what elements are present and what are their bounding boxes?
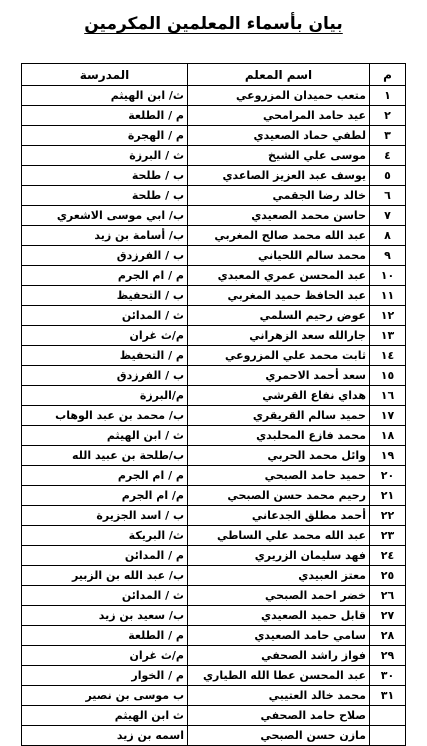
teacher-name: فواز راشد الصحفي: [188, 646, 370, 666]
row-number: ٥: [370, 166, 406, 186]
row-number: ٢١: [370, 486, 406, 506]
teacher-name: حميد حامد الصبحي: [188, 466, 370, 486]
teacher-name: مازن حسن الصبحي: [188, 726, 370, 746]
school-name: م / الخوار: [22, 666, 188, 686]
table-row: [22, 406, 406, 426]
teacher-name: هداي نفاع القرشي: [188, 386, 370, 406]
teacher-name: عبد الله محمد صالح المغربي: [188, 226, 370, 246]
row-number: ٣١: [370, 686, 406, 706]
table-row: [22, 566, 406, 586]
teacher-name: فهد سليمان الزريري: [188, 546, 370, 566]
teacher-name: عيد حامد المرامحي: [188, 106, 370, 126]
teacher-name: حاسن محمد الصعيدي: [188, 206, 370, 226]
school-name: ب/ محمد بن عبد الوهاب: [22, 406, 188, 426]
teacher-name: عبد الحافظ حميد المغربي: [188, 286, 370, 306]
teacher-name: لطفي حماد الصعيدي: [188, 126, 370, 146]
table-row: [22, 286, 406, 306]
school-name: ب/طلحة بن عبيد الله: [22, 446, 188, 466]
table-row: [22, 646, 406, 666]
row-number: ٢٧: [370, 606, 406, 626]
school-name: ث / المدائن: [22, 586, 188, 606]
school-name: ث / ابن الهيثم: [22, 426, 188, 446]
table-row: [22, 626, 406, 646]
school-name: ب / الفرزدق: [22, 246, 188, 266]
teacher-name: قابل حميد الصعيدي: [188, 606, 370, 626]
row-number: ٩: [370, 246, 406, 266]
row-number: ١٦: [370, 386, 406, 406]
table-row: [22, 146, 406, 166]
teacher-name: سعد أحمد الاحمري: [188, 366, 370, 386]
row-number: ٢٢: [370, 506, 406, 526]
table-row: [22, 486, 406, 506]
school-name: ب / الفرزدق: [22, 366, 188, 386]
school-name: ث / البرزة: [22, 146, 188, 166]
row-number: ٨: [370, 226, 406, 246]
school-name: ث/ البريكة: [22, 526, 188, 546]
row-number: [370, 706, 406, 726]
page-title: [0, 14, 427, 34]
table-header-row: [22, 64, 406, 86]
teacher-name: عبد الله محمد علي الساطي: [188, 526, 370, 546]
table-row: [22, 426, 406, 446]
teacher-name: عبد المحسن عطا الله الطياري: [188, 666, 370, 686]
table-row: [22, 186, 406, 206]
table-row: [22, 206, 406, 226]
school-name: ب / طلحة: [22, 186, 188, 206]
table-row: [22, 466, 406, 486]
table-row: [22, 686, 406, 706]
row-number: ٢٤: [370, 546, 406, 566]
teacher-name: يوسف عبد العزيز الصاعدي: [188, 166, 370, 186]
teacher-name: محمد سالم اللحياني: [188, 246, 370, 266]
row-number: ١٥: [370, 366, 406, 386]
teacher-name: أحمد مطلق الجدعاني: [188, 506, 370, 526]
row-number: ٢٦: [370, 586, 406, 606]
school-name: م / ام الجرم: [22, 266, 188, 286]
school-name: م / الهجرة: [22, 126, 188, 146]
header-num: م: [370, 64, 406, 86]
school-name: ب/ عبد الله بن الزبير: [22, 566, 188, 586]
table-row: [22, 526, 406, 546]
row-number: ٦: [370, 186, 406, 206]
teacher-name: جارالله سعد الزهراني: [188, 326, 370, 346]
teacher-name: وائل محمد الحربي: [188, 446, 370, 466]
row-number: ٧: [370, 206, 406, 226]
school-name: م/ ام الجرم: [22, 486, 188, 506]
table-row: [22, 266, 406, 286]
school-name: م / التحفيظ: [22, 346, 188, 366]
table-row: [22, 606, 406, 626]
school-name: ث ابن الهيثم: [22, 706, 188, 726]
school-name: ب/ أسامة بن زيد: [22, 226, 188, 246]
row-number: ١٢: [370, 306, 406, 326]
table-row: [22, 86, 406, 106]
teacher-name: معتز العبيدي: [188, 566, 370, 586]
school-name: ب موسى بن نصير: [22, 686, 188, 706]
table-row: [22, 106, 406, 126]
school-name: م / المدائن: [22, 546, 188, 566]
row-number: ١٩: [370, 446, 406, 466]
table-row: [22, 306, 406, 326]
table-row: [22, 366, 406, 386]
teacher-name: ثابت محمد علي المزروعي: [188, 346, 370, 366]
teacher-name: خالد رضا الجقمي: [188, 186, 370, 206]
table-row: [22, 586, 406, 606]
teacher-name: موسى علي الشيخ: [188, 146, 370, 166]
table-row: [22, 246, 406, 266]
table-row: [22, 386, 406, 406]
school-name: م / الطلعة: [22, 106, 188, 126]
table-row: [22, 706, 406, 726]
teacher-name: صلاح حامد الصحفي: [188, 706, 370, 726]
school-name: ث / المدائن: [22, 306, 188, 326]
school-name: ث/ ابن الهيثم: [22, 86, 188, 106]
table-row: [22, 506, 406, 526]
school-name: ب / اسد الجزيرة: [22, 506, 188, 526]
row-number: ٢٣: [370, 526, 406, 546]
teacher-name: محمد فازع المحلبدي: [188, 426, 370, 446]
school-name: ب / التحفيظ: [22, 286, 188, 306]
row-number: ١٧: [370, 406, 406, 426]
teacher-name: عوض رحيم السلمي: [188, 306, 370, 326]
table-row: [22, 546, 406, 566]
school-name: ب/ ابي موسى الاشعري: [22, 206, 188, 226]
school-name: ب/ سعيد بن زيد: [22, 606, 188, 626]
school-name: م / ام الجرم: [22, 466, 188, 486]
header-school: المدرسة: [22, 64, 188, 86]
teachers-table: [21, 63, 406, 746]
school-name: م / الطلعة: [22, 626, 188, 646]
teacher-name: خضر احمد الصبحي: [188, 586, 370, 606]
school-name: اسمه بن زيد: [22, 726, 188, 746]
school-name: م/ث غران: [22, 326, 188, 346]
row-number: ٢: [370, 106, 406, 126]
school-name: ب / طلحة: [22, 166, 188, 186]
table-row: [22, 666, 406, 686]
row-number: ١٤: [370, 346, 406, 366]
table-row: [22, 226, 406, 246]
table-row: [22, 326, 406, 346]
table-row: [22, 126, 406, 146]
row-number: ٢٨: [370, 626, 406, 646]
school-name: م/ث غران: [22, 646, 188, 666]
teacher-name: سامي حامد الصعيدي: [188, 626, 370, 646]
row-number: ٣٠: [370, 666, 406, 686]
row-number: ١٠: [370, 266, 406, 286]
row-number: ٣: [370, 126, 406, 146]
page-title-text: بيان بأسماء المعلمين المكرمين: [84, 14, 343, 34]
row-number: ١: [370, 86, 406, 106]
row-number: ١٨: [370, 426, 406, 446]
table-row: [22, 446, 406, 466]
row-number: ١١: [370, 286, 406, 306]
table-row: [22, 166, 406, 186]
row-number: ١٣: [370, 326, 406, 346]
header-name: اسم المعلم: [188, 64, 370, 86]
row-number: ٢٥: [370, 566, 406, 586]
row-number: ٢٠: [370, 466, 406, 486]
teacher-name: رحيم محمد حسن الصبحي: [188, 486, 370, 506]
teacher-name: محمد خالد العتيبي: [188, 686, 370, 706]
table-row: [22, 346, 406, 366]
teacher-name: حميد سالم القريقري: [188, 406, 370, 426]
row-number: ٢٩: [370, 646, 406, 666]
row-number: ٤: [370, 146, 406, 166]
teacher-name: عبد المحسن عمري المعبدي: [188, 266, 370, 286]
teacher-name: متعب حميدان المزروعي: [188, 86, 370, 106]
school-name: م/البرزة: [22, 386, 188, 406]
